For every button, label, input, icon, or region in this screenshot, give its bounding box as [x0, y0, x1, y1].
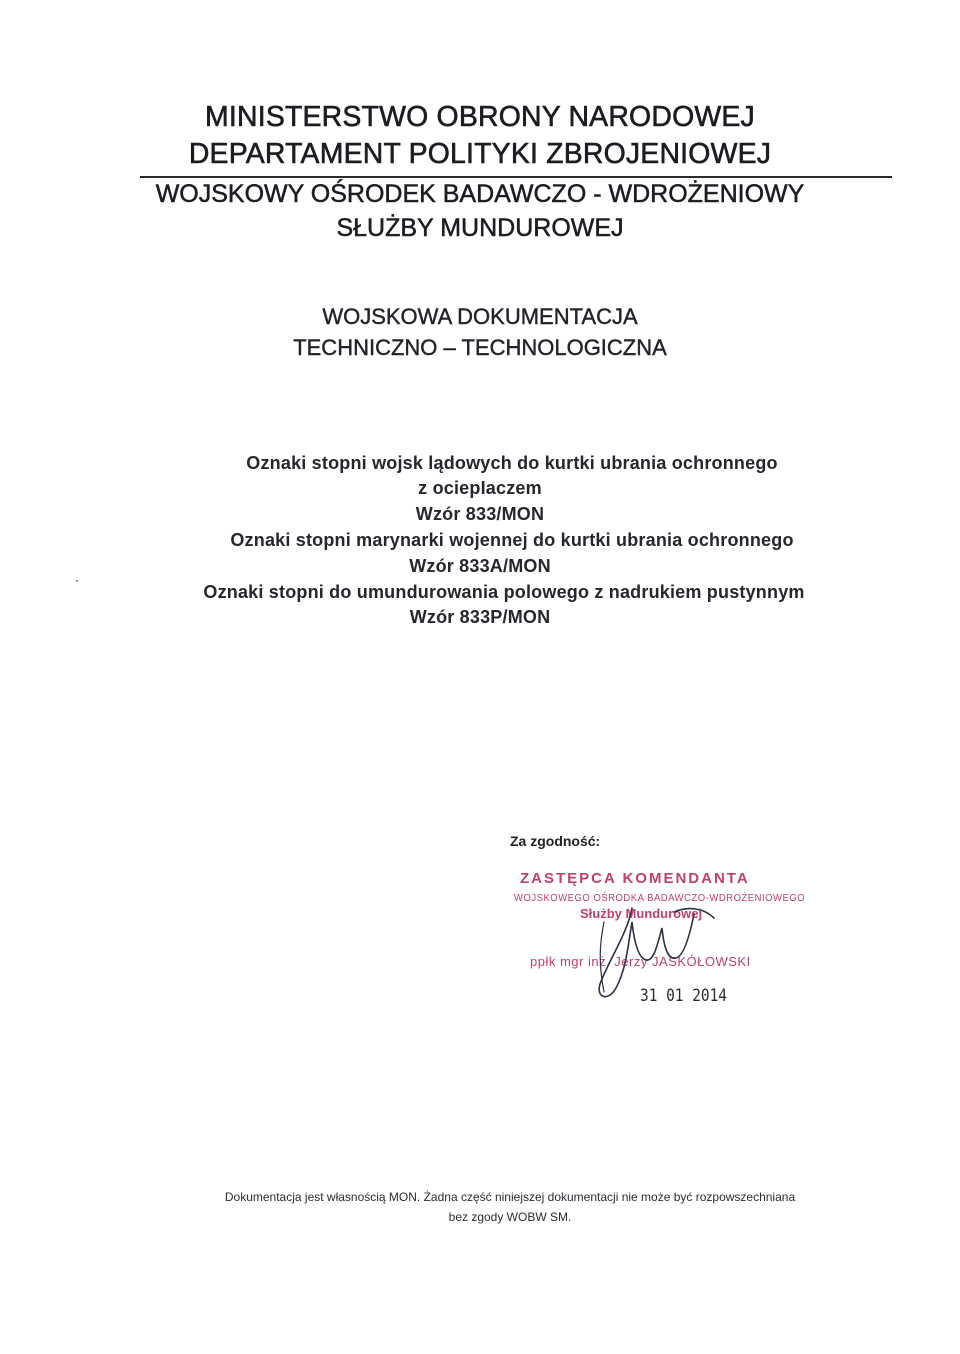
stamp-name: ppłk mgr inż. Jerzy JASKÓŁOWSKI	[530, 954, 751, 969]
doc-type-line2: TECHNICZNO – TECHNOLOGICZNA	[293, 335, 667, 360]
subject-line-3: Oznaki stopni marynarki wojennej do kurtki ubrania ochronnego	[230, 530, 794, 550]
approval-label: Za zgodność:	[510, 833, 601, 849]
header-divider	[140, 176, 892, 178]
doc-type-line1: WOJSKOWA DOKUMENTACJA	[322, 304, 638, 329]
approval-date: 31 01 2014	[640, 986, 728, 1006]
subject-line-2: z ociepIaczem	[418, 478, 542, 498]
department-title: DEPARTAMENT POLITYKI ZBROJENIOWEJ	[188, 138, 772, 170]
approval-stamp	[500, 862, 806, 1022]
handwritten-signature	[500, 862, 800, 1022]
stamp-institution: WOJSKOWEGO OŚRODKA BADAWCZO-WDROŻENIOWEGO	[514, 892, 806, 904]
ministry-title: MINISTERSTWO OBRONY NARODOWEJ	[205, 101, 755, 133]
pattern-833p: Wzór 833P/MON	[409, 607, 551, 627]
subject-line-4: Oznaki stopni do umundurowania polowego z nadrukiem pustynnym	[203, 582, 805, 602]
stamp-position: ZASTĘPCA KOMENDANTA	[520, 870, 750, 887]
institute-title: WOJSKOWY OŚRODEK BADAWCZO - WDROŻENIOWY	[155, 180, 805, 208]
pattern-833a: Wzór 833A/MON	[409, 556, 551, 576]
subject-line-1: Oznaki stopni wojsk lądowych do kurtki ubrania ochronnego	[246, 453, 778, 473]
ownership-notice-line2: bez zgody WOBW SM.	[448, 1210, 572, 1224]
scan-speck	[76, 580, 78, 582]
pattern-833: Wzór 833/MON	[415, 504, 545, 524]
ownership-notice-line1: Dokumentacja jest własnością MON. Żadna część niniejszej dokumentacji nie może być rozpowszechniana	[224, 1190, 796, 1204]
stamp-service: Służby Mundurowej	[580, 906, 703, 921]
institute-subtitle: SŁUŻBY MUNDUROWEJ	[336, 214, 624, 242]
